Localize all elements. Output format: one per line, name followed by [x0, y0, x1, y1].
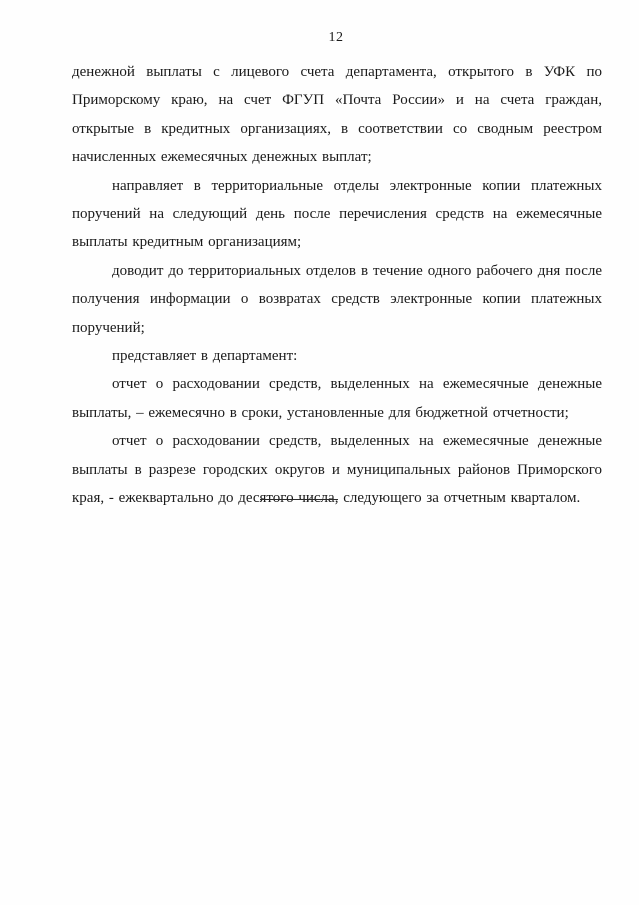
- section-end-line: [260, 499, 338, 500]
- paragraph-continuation: денежной выплаты с лицевого счета департамента, открытого в УФК по Приморскому краю, на счет ФГУП «Почта России» и на счета граждан, открытые в кредитных организациях, в соответствии со сводным реестром начисленных ежемесячных денежных выплат;: [72, 64, 602, 166]
- paragraph: представляет в департамент:: [112, 348, 298, 365]
- paragraph: доводит до территориальных отделов в течение одного рабочего дня после получения информации о возвратах средств электронные копии платежных поручений;: [72, 262, 602, 336]
- document-body: [72, 58, 602, 513]
- paragraph: направляет в территориальные отделы электронные копии платежных поручений на следующий день после перечисления средств на ежемесячные выплаты кредитным организациям;: [72, 177, 602, 251]
- paragraph: отчет о расходовании средств, выделенных на ежемесячные денежные выплаты в разрезе городских округов и муниципальных районов Приморского края, - ежеквартально до десятого числа, следующего за отчетным кварталом.: [72, 433, 602, 507]
- paragraph: отчет о расходовании средств, выделенных на ежемесячные денежные выплаты, – ежемесячно в сроки, установленные для бюджетной отчетности;: [72, 376, 602, 421]
- page-number: 12: [328, 30, 344, 45]
